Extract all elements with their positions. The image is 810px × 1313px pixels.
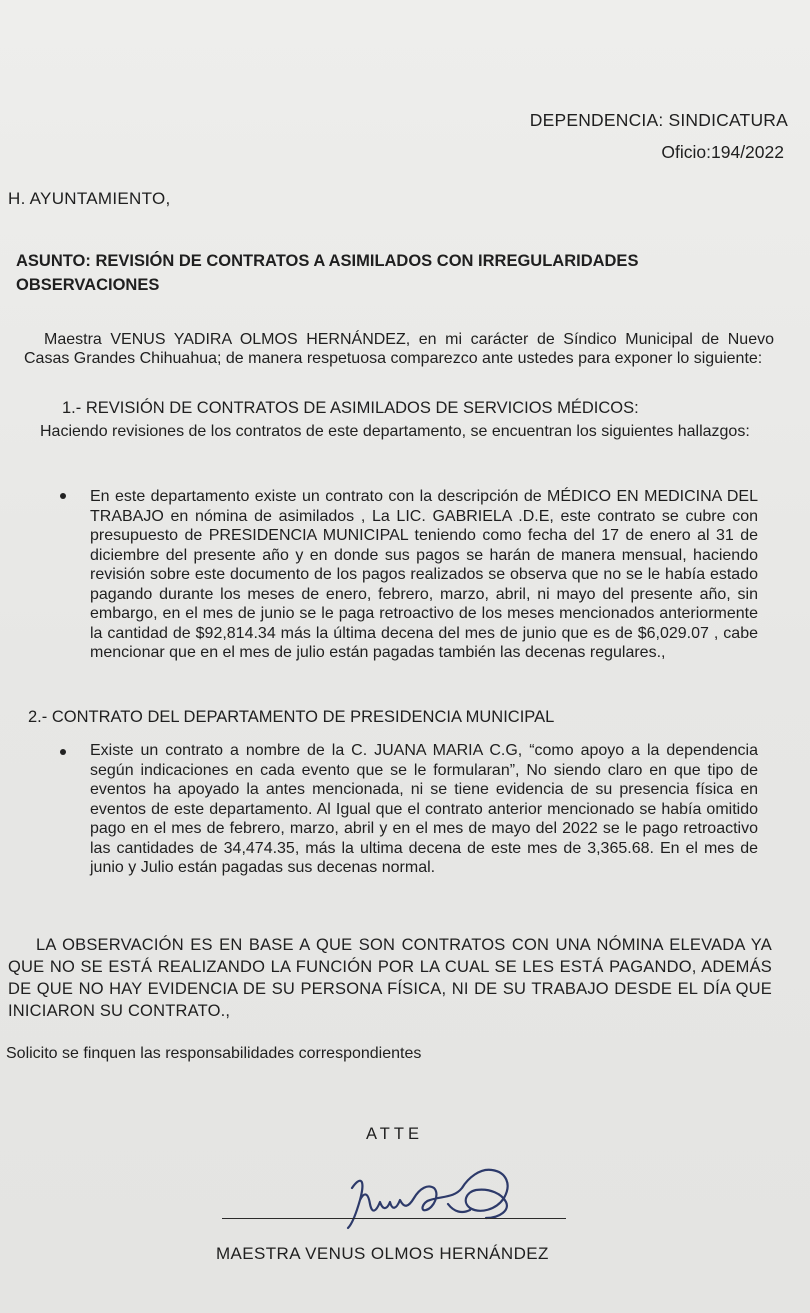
section-2-title: 2.- CONTRATO DEL DEPARTAMENTO DE PRESIDENCIA MUNICIPAL (28, 708, 555, 726)
subject-line-2: OBSERVACIONES (16, 276, 160, 294)
intro-paragraph: Maestra VENUS YADIRA OLMOS HERNÁNDEZ, en mi carácter de Síndico Municipal de Nuevo Casas Grandes Chihuahua; de manera respetuosa comparezco ante ustedes para exponer lo siguiente: (24, 331, 774, 367)
section-2-bullet: Existe un contrato a nombre de la C. JUANA MARIA C.G, “como apoyo a la dependencia según indicaciones en cada evento que se le formularan”, No siendo claro en que tipo de eventos ha apoyado la antes mencionada, ni se tiene evidencia de su presencia física en eventos de este departamento. Al Igual que el contrato anterior mencionado se había omitido pago en el mes de febrero, marzo, abril y en el mes de mayo del 2022 se le pago retroactivo las cantidades de 34,474.35, más la ultima decena de este mes de 3,365.68. En el mes de junio y Julio están pagadas sus decenas normal. (90, 742, 758, 876)
recipient: H. AYUNTAMIENTO, (8, 189, 171, 208)
bullet-icon (60, 749, 66, 755)
request-line: Solicito se finquen las responsabilidades correspondientes (6, 1045, 422, 1062)
subject-line-1: ASUNTO: REVISIÓN DE CONTRATOS A ASIMILADOS CON IRREGULARIDADES (16, 252, 639, 270)
section-1-title: 1.- REVISIÓN DE CONTRATOS DE ASIMILADOS DE SERVICIOS MÉDICOS: (62, 399, 639, 417)
oficio-number: Oficio:194/2022 (661, 142, 784, 162)
closing-atte: ATTE (366, 1125, 423, 1143)
observation-paragraph: LA OBSERVACIÓN ES EN BASE A QUE SON CONTRATOS CON UNA NÓMINA ELEVADA YA QUE NO SE ESTÁ REALIZANDO LA FUNCIÓN POR LA CUAL SE LES ESTÁ PAGANDO, ADEMÁS DE QUE NO HAY EVIDENCIA DE SU PERSONA FÍSICA, NI DE SU TRABAJO DESDE EL DÍA QUE INICIARON SU CONTRATO., (8, 936, 772, 1020)
section-1-bullet: En este departamento existe un contrato con la descripción de MÉDICO EN MEDICINA DEL TRABAJO en nómina de asimilados , La LIC. GABRIELA .D.E, este contrato se cubre con presupuesto de PRESIDENCIA MUNICIPAL teniendo como fecha del 17 de enero al 31 de diciembre del presente año y en donde sus pagos se harán de manera mensual, haciendo revisión sobre este documento de los pagos realizados se observa que no se le había estado pagando durante los meses de enero, febrero, marzo, abril, ni mayo del presente año, sin embargo, en el mes de junio se le paga retroactivo de los meses mencionados anteriormente la cantidad de $92,814.34 más la última decena del mes de junio que es de $6,029.07 , cabe mencionar que en el mes de julio están pagadas también las decenas regulares., (90, 488, 758, 661)
signature-line (222, 1218, 566, 1219)
dependencia-label: DEPENDENCIA: SINDICATURA (529, 110, 788, 130)
signer-name: MAESTRA VENUS OLMOS HERNÁNDEZ (216, 1244, 549, 1263)
bullet-icon (60, 493, 66, 499)
handwritten-signature (330, 1148, 530, 1238)
section-1-intro: Haciendo revisiones de los contratos de este departamento, se encuentran los siguientes hallazgos: (40, 423, 750, 440)
subject-heading (16, 249, 716, 297)
